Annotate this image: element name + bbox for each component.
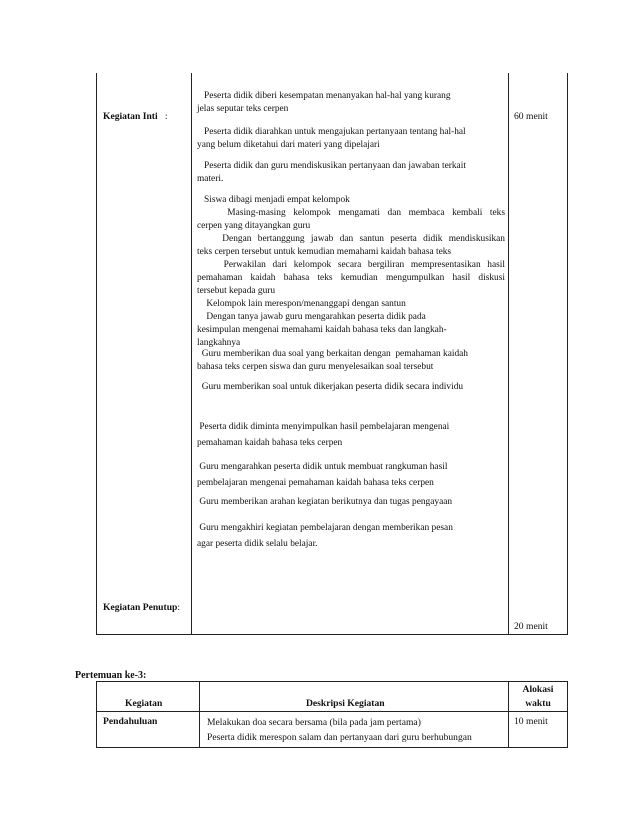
table1-border-right: [567, 73, 568, 634]
kegiatan-inti-label: Kegiatan Inti :: [103, 111, 168, 122]
table1-border-left: [96, 73, 97, 634]
activity-block-1: Peserta didik diberi kesempatan menanyakan hal-hal yang kurang jelas seputar teks cerpen: [197, 91, 451, 114]
header-alokasi: Alokasi waktu: [522, 684, 554, 709]
activity-block-4: Siswa dibagi menjadi empat kelompok Masing-masing kelompok mengamati dan membaca kembali teks cerpen yang ditayangkan guru Dengan bertanggung jawab dan santun peserta didik mendiskusikan teks cerpen tersebut untuk kemudian memahami kaidah bahasa teks Perwakilan dari kelompok secara bergiliran mempresentasikan hasil pemahaman kaidah bahasa teks kemudian mengumpulkan hasil diskusi tersebut kepada guru Kelompok lain merespon/menanggapi dengan santun Dengan tanya jawab guru mengarahkan peserta didik pada kesimpulan mengenai memahami kaidah bahasa teks dan langkah- langkahnya: [197, 195, 505, 348]
header-deskripsi: Deskripsi Kegiatan: [306, 698, 385, 709]
table2-border-bottom: [96, 747, 568, 748]
activity-block-9: Guru memberikan arahan kegiatan berikutnya dan tugas pengayaan: [197, 497, 453, 507]
table2-border-top: [96, 681, 568, 682]
row-pendahuluan-time: 10 menit: [514, 716, 548, 727]
activity-block-2: Peserta didik diarahkan untuk mengajukan pertanyaan tentang hal-hal yang belum diketahui dari materi yang dipelajari: [197, 127, 466, 150]
table1-border-bottom: [96, 634, 568, 635]
table2-border-header: [96, 711, 568, 712]
table2-border-right: [567, 681, 568, 748]
time-inti: 60 menit: [514, 111, 548, 122]
section-heading: Pertemuan ke-3:: [75, 670, 147, 681]
header-kegiatan: Kegiatan: [125, 698, 163, 709]
activity-block-3: Peserta didik dan guru mendiskusikan pertanyaan dan jawaban terkait materi.: [197, 161, 466, 184]
kegiatan-penutup-label: Kegiatan Penutup:: [103, 602, 181, 613]
table2-border-col1: [199, 681, 200, 748]
activity-block-8: Guru mengarahkan peserta didik untuk membuat rangkuman hasil pembelajaran mengenai pemahaman kaidah bahasa teks cerpen: [197, 462, 448, 488]
activity-block-10: Guru mengakhiri kegiatan pembelajaran dengan memberikan pesan agar peserta didik selalu belajar.: [197, 523, 453, 549]
activity-block-6: Guru memberikan soal untuk dikerjakan peserta didik secara individu: [197, 382, 464, 392]
table1-border-col2: [508, 73, 509, 634]
table2-border-left: [96, 681, 97, 748]
row-pendahuluan-description: Melakukan doa secara bersama (bila pada jam pertama) Peserta didik merespon salam dan pertanyaan dari guru berhubungan: [207, 717, 472, 743]
time-penutup: 20 menit: [514, 621, 548, 632]
activity-block-5: Guru memberikan dua soal yang berkaitan dengan pemahaman kaidah bahasa teks cerpen siswa dan guru menyelesaikan soal tersebut: [197, 349, 468, 372]
row-pendahuluan-label: Pendahuluan: [103, 716, 158, 727]
table1-border-col1: [191, 73, 192, 634]
activity-block-7: Peserta didik diminta menyimpulkan hasil pembelajaran mengenai pemahaman kaidah bahasa teks cerpen: [197, 422, 450, 448]
